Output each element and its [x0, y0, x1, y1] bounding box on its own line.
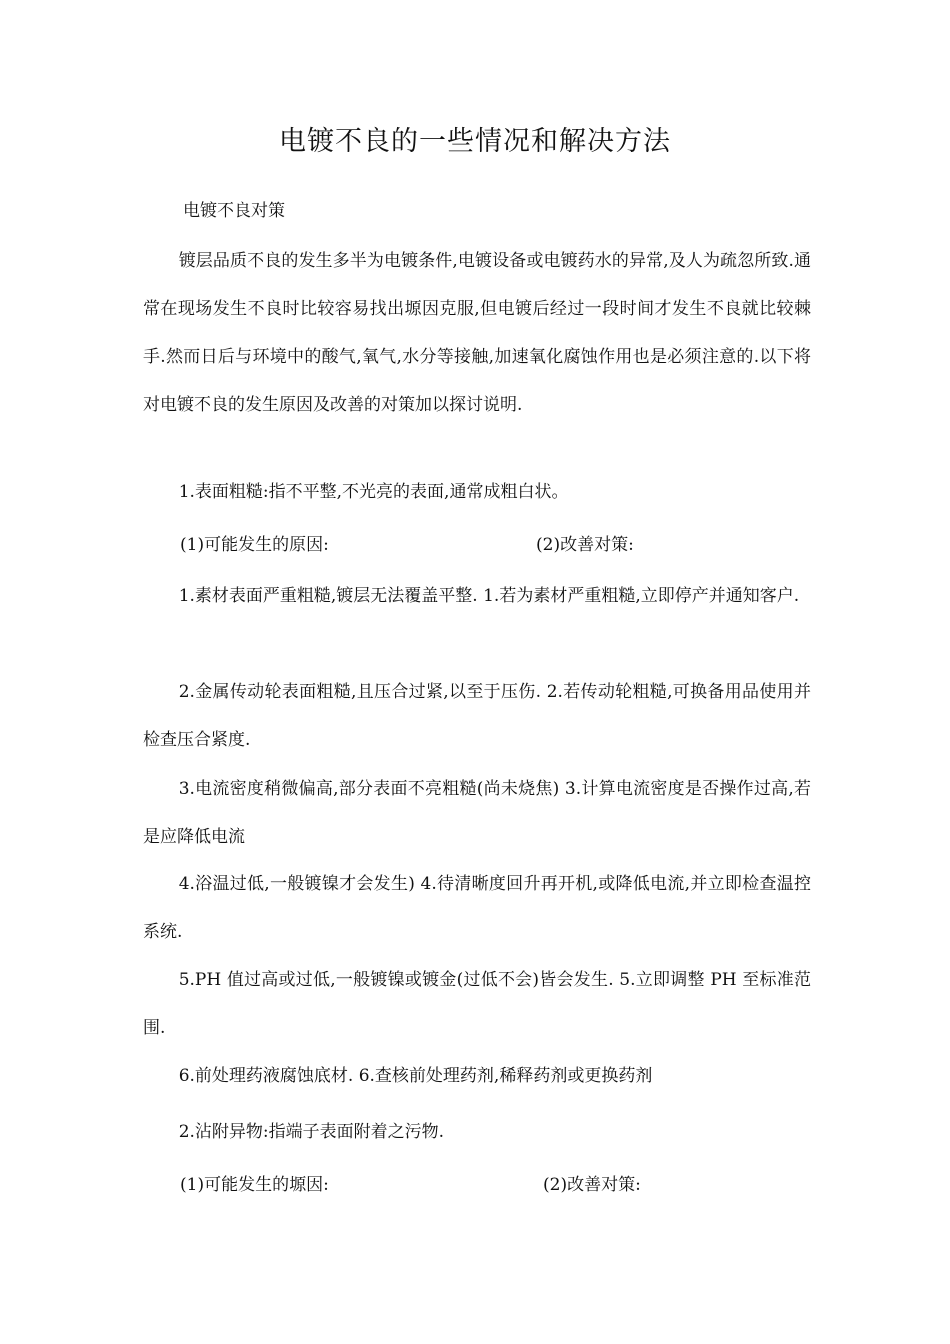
intro-paragraph: 镀层品质不良的发生多半为电镀条件,电镀设备或电镀药水的异常,及人为疏忽所致.通常在现场发生不良时比较容易找出塬因克服,但电镀后经过一段时间才发生不良就比较棘手.然而日后与环境中的酸气,氧气,水分等接触,加速氧化腐蚀作用也是必须注意的.以下将对电镀不良的发生原因及改善的对策加以探讨说明.	[143, 251, 811, 415]
countermeasures-column-header: (2)改善对策:	[536, 535, 634, 555]
document-title: 电镀不良的一些情况和解决方法	[279, 126, 671, 157]
list-item: 4.浴温过低,一般镀镍才会发生) 4.待清晰度回升再开机,或降低电流,并立即检查温控系统.	[143, 874, 811, 942]
causes-column-header: (1)可能发生的原因:	[180, 535, 329, 555]
section-1-heading: 1.表面粗糙:指不平整,不光亮的表面,通常成粗白状。	[178, 482, 569, 502]
section-2-column-headers	[0, 1170, 950, 1200]
list-item: 2.金属传动轮表面粗糙,且压合过紧,以至于压伤. 2.若传动轮粗糙,可换备用品使用并检查压合紧度.	[143, 682, 811, 750]
section-2-heading: 2.沾附异物:指端子表面附着之污物.	[178, 1122, 445, 1142]
list-item: 1.素材表面严重粗糙,镀层无法覆盖平整. 1.若为素材严重粗糙,立即停产并通知客户.	[178, 586, 800, 606]
section-1-column-headers	[0, 530, 950, 560]
list-item: 5.PH 值过高或过低,一般镀镍或镀金(过低不会)皆会发生. 5.立即调整 PH 至标准范围.	[143, 970, 811, 1038]
list-item: 3.电流密度稍微偏高,部分表面不亮粗糙(尚未烧焦) 3.计算电流密度是否操作过高,若是应降低电流	[143, 779, 811, 847]
countermeasures-column-header: (2)改善对策:	[543, 1175, 641, 1195]
causes-column-header: (1)可能发生的塬因:	[180, 1175, 329, 1195]
list-item: 6.前处理药液腐蚀底材. 6.查核前处理药剂,稀释药剂或更换药剂	[178, 1066, 653, 1086]
document-subtitle: 电镀不良对策	[183, 201, 285, 221]
